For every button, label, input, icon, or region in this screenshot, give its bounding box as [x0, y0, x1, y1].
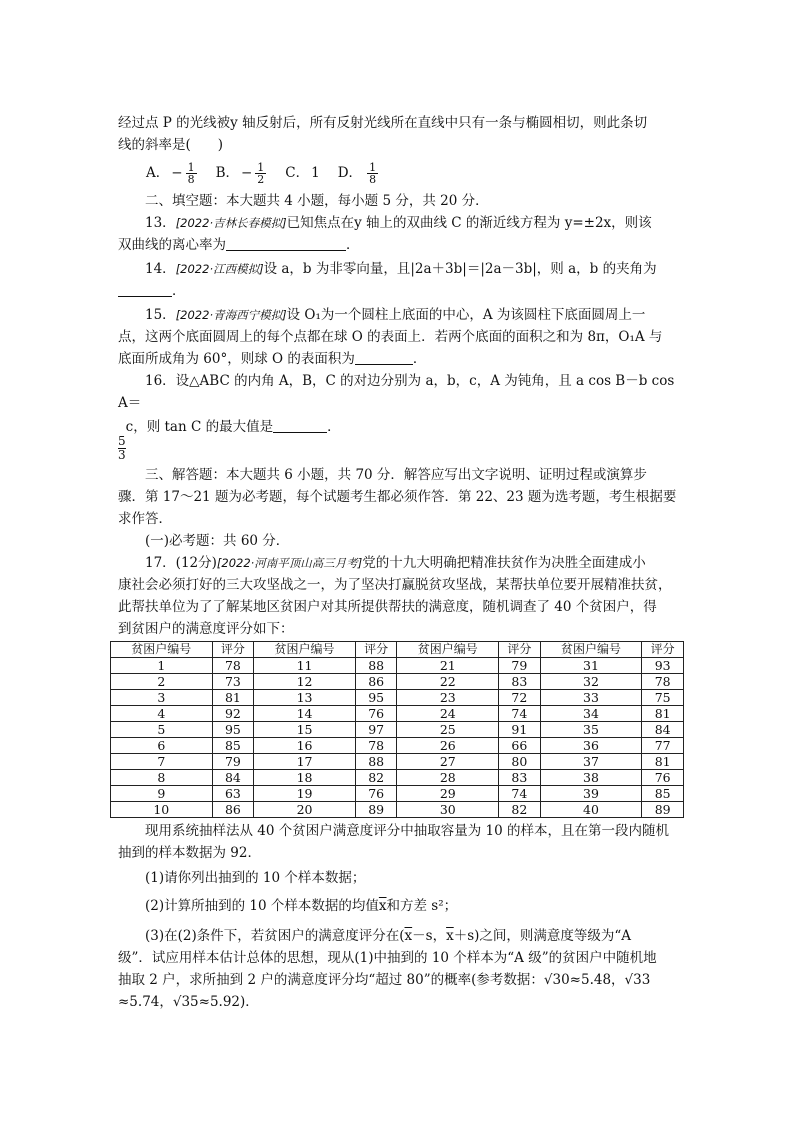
q13-line1	[118, 212, 684, 234]
exam-page	[118, 112, 684, 1013]
score-cell: 86	[212, 802, 254, 818]
q13-line2	[118, 234, 684, 256]
option-fraction	[186, 162, 197, 185]
table-header-cell: 贫困户编号	[111, 642, 213, 658]
q14-end: ．	[172, 283, 186, 299]
q16-text2: c，则 tan C 的最大值是	[125, 419, 274, 435]
option-letter: C．	[285, 165, 310, 181]
score-cell: 85	[642, 786, 684, 802]
score-cell: 86	[355, 674, 397, 690]
score-cell: 72	[499, 690, 541, 706]
table-row	[111, 690, 684, 706]
household-id-cell: 40	[540, 802, 642, 818]
score-cell: 75	[642, 690, 684, 706]
score-cell: 81	[212, 690, 254, 706]
household-id-cell: 21	[397, 658, 499, 674]
score-cell: 85	[212, 738, 254, 754]
q13-source: [2022·吉林长春模拟]	[175, 216, 287, 230]
score-cell: 73	[212, 674, 254, 690]
option-letter: B．	[215, 165, 239, 181]
score-cell: 76	[642, 770, 684, 786]
required-heading: (一)必考题：共 60 分．	[145, 533, 290, 549]
score-cell: 74	[499, 786, 541, 802]
q16-line1: 16．设△ABC 的内角 A，B，C 的对边分别为 a，b，c，A 为钝角，且 a cos B－b cos A＝	[118, 373, 675, 411]
household-id-cell: 38	[540, 770, 642, 786]
q14-number: 14．	[145, 261, 176, 277]
household-id-cell: 4	[111, 706, 213, 722]
score-cell: 97	[355, 722, 397, 738]
household-id-cell: 25	[397, 722, 499, 738]
household-id-cell: 12	[254, 674, 356, 690]
household-id-cell: 1	[111, 658, 213, 674]
table-body	[111, 658, 684, 818]
q12-option-0	[146, 162, 198, 185]
sub3-mean-symbol-2: $\overline{x}$	[446, 928, 454, 944]
table-row	[111, 658, 684, 674]
sub3-mean-symbol-1: $\overline{x}$	[404, 928, 413, 944]
table-header-cell: 贫困户编号	[540, 642, 642, 658]
q17-line3: 此帮扶单位为了了解某地区贫困户对其所提供帮扶的满意度，随机调查了 40 个贫困户，得	[118, 599, 657, 615]
sub2-mean-symbol: $\overline{x}$	[378, 898, 387, 914]
score-cell: 63	[212, 786, 254, 802]
score-cell: 95	[355, 690, 397, 706]
q16-frac-num: 5	[118, 434, 126, 448]
q14-line1	[118, 258, 684, 280]
household-id-cell: 23	[397, 690, 499, 706]
household-id-cell: 3	[111, 690, 213, 706]
q16-fraction	[118, 435, 126, 462]
household-id-cell: 37	[540, 754, 642, 770]
score-cell: 92	[212, 706, 254, 722]
household-id-cell: 15	[254, 722, 356, 738]
score-cell: 82	[355, 770, 397, 786]
q12-option-3	[338, 162, 379, 185]
household-id-cell: 17	[254, 754, 356, 770]
table-row	[111, 802, 684, 818]
table-header-cell: 评分	[499, 642, 541, 658]
option-fraction	[255, 162, 266, 185]
score-cell: 95	[212, 722, 254, 738]
household-id-cell: 27	[397, 754, 499, 770]
household-id-cell: 8	[111, 770, 213, 786]
sub3-text-b: －s，	[412, 928, 447, 944]
score-cell: 78	[355, 738, 397, 754]
section3-line3: 求作答．	[118, 511, 172, 527]
household-id-cell: 5	[111, 722, 213, 738]
q13-answer-blank[interactable]	[226, 236, 346, 251]
fraction-denominator: 8	[187, 172, 195, 186]
household-id-cell: 10	[111, 802, 213, 818]
household-id-cell: 34	[540, 706, 642, 722]
household-id-cell: 6	[111, 738, 213, 754]
table-header-row	[111, 642, 684, 658]
household-id-cell: 20	[254, 802, 356, 818]
household-id-cell: 24	[397, 706, 499, 722]
table-header-cell: 评分	[355, 642, 397, 658]
table-row	[111, 706, 684, 722]
sub2-text-b: 和方差 s²；	[386, 898, 458, 914]
score-cell: 81	[642, 754, 684, 770]
q16-answer-blank[interactable]	[273, 418, 327, 433]
table-row	[111, 786, 684, 802]
table-row	[111, 722, 684, 738]
score-cell: 88	[355, 754, 397, 770]
q14-line2	[118, 280, 684, 302]
option-value: 1	[311, 165, 320, 181]
score-cell: 78	[212, 658, 254, 674]
fraction-denominator: 8	[369, 172, 377, 186]
q17-text1: 党的十九大明确把精准扶贫作为决胜全面建成小	[362, 555, 646, 571]
table-row	[111, 754, 684, 770]
sub2-text-a: (2)计算所抽到的 10 个样本数据的均值	[145, 898, 379, 914]
q14-text1: 设 a，b 为非零向量，且|2a＋3b|＝|2a－3b|，则 a，b 的夹角为	[263, 261, 657, 277]
household-id-cell: 11	[254, 658, 356, 674]
household-id-cell: 35	[540, 722, 642, 738]
household-id-cell: 2	[111, 674, 213, 690]
sampling-line1: 现用系统抽样法从 40 个贫困户满意度评分中抽取容量为 10 的样本，且在第一段内随机	[145, 823, 670, 839]
q14-answer-blank[interactable]	[118, 282, 172, 297]
option-letter: A．	[146, 165, 170, 181]
section3-line1: 三、解答题：本大题共 6 小题，共 70 分．解答应写出文字说明、证明过程或演算步	[145, 467, 647, 483]
q15-line3	[118, 348, 684, 370]
q13-text1: 已知焦点在y 轴上的双曲线 C 的渐近线方程为 y=±2x，则该	[286, 215, 652, 231]
household-id-cell: 31	[540, 658, 642, 674]
household-id-cell: 39	[540, 786, 642, 802]
score-cell: 83	[499, 770, 541, 786]
score-cell: 81	[642, 706, 684, 722]
household-id-cell: 13	[254, 690, 356, 706]
q13-end: ．	[346, 237, 360, 253]
q16-end: ．	[327, 419, 341, 435]
q13-text2: 双曲线的离心率为	[118, 237, 226, 253]
sub-question-3-line3: 抽取 2 户，求所抽到 2 户的满意度评分均“超过 80”的概率(参考数据：√30≈5.48，√33	[118, 972, 651, 988]
q15-text1: 设 O₁为一个圆柱上底面的中心，A 为该圆柱下底面圆周上一	[286, 307, 646, 323]
score-cell: 66	[499, 738, 541, 754]
score-cell: 79	[212, 754, 254, 770]
household-id-cell: 9	[111, 786, 213, 802]
household-id-cell: 19	[254, 786, 356, 802]
score-cell: 93	[642, 658, 684, 674]
score-cell: 84	[212, 770, 254, 786]
sub-question-3-line4: ≈5.74，√35≈5.92)．	[118, 994, 259, 1010]
household-id-cell: 14	[254, 706, 356, 722]
option-fraction	[367, 162, 378, 185]
table-header-cell: 评分	[212, 642, 254, 658]
q17-number: 17．(12分)	[145, 555, 217, 571]
option-letter: D．	[337, 165, 363, 181]
q13-number: 13．	[145, 215, 176, 231]
score-cell: 79	[499, 658, 541, 674]
q15-answer-blank[interactable]	[355, 350, 413, 365]
sub3-text-c: ＋s)之间，则满意度等级为“A	[453, 928, 632, 944]
sub-question-3-line2: 级”．试应用样本估计总体的思想，现从(1)中抽到的 10 个样本为“A 级”的贫困户中随机地	[118, 950, 657, 966]
q12-option-1	[216, 162, 268, 185]
score-cell: 76	[355, 706, 397, 722]
q14-source: [2022·江西模拟]	[175, 262, 264, 276]
household-id-cell: 32	[540, 674, 642, 690]
section2-heading: 二、填空题：本大题共 4 小题，每小题 5 分，共 20 分．	[145, 193, 489, 209]
table-header-cell: 评分	[642, 642, 684, 658]
fraction-numerator: 1	[369, 160, 377, 174]
sub-question-1: (1)请你列出抽到的 10 个样本数据；	[145, 870, 366, 886]
fraction-numerator: 1	[187, 160, 195, 174]
q15-line1	[118, 304, 684, 326]
q15-number: 15．	[145, 307, 176, 323]
sub-question-2	[118, 895, 684, 917]
q12-text-line1: 经过点 P 的光线被y 轴反射后，所有反射光线所在直线中只有一条与椭圆相切，则此条切	[118, 115, 648, 131]
household-id-cell: 7	[111, 754, 213, 770]
household-id-cell: 30	[397, 802, 499, 818]
household-id-cell: 16	[254, 738, 356, 754]
q15-line2: 点，这两个底面圆周上的每个点都在球 O 的表面上．若两个底面的面积之和为 8π，O₁A 与	[118, 329, 663, 345]
fraction-numerator: 1	[257, 160, 265, 174]
section3-line2: 骤．第 17～21 题为必考题，每个试题考生都必须作答．第 22、23 题为选考题，考生根据要	[118, 489, 677, 505]
option-sign: −	[171, 165, 183, 181]
q12-text-line2: 线的斜率是( )	[118, 137, 224, 153]
score-cell: 89	[642, 802, 684, 818]
q12-option-2	[285, 162, 319, 184]
score-cell: 77	[642, 738, 684, 754]
table-row	[111, 738, 684, 754]
household-id-cell: 26	[397, 738, 499, 754]
score-cell: 91	[499, 722, 541, 738]
score-cell: 84	[642, 722, 684, 738]
household-id-cell: 33	[540, 690, 642, 706]
table-row	[111, 674, 684, 690]
q15-source: [2022·青海西宁模拟]	[175, 308, 287, 322]
score-cell: 78	[642, 674, 684, 690]
score-cell: 89	[355, 802, 397, 818]
table-row	[111, 770, 684, 786]
q17-line2: 康社会必须打好的三大攻坚战之一，为了坚决打赢脱贫攻坚战，某帮扶单位要开展精准扶贫，	[118, 577, 672, 593]
score-cell: 82	[499, 802, 541, 818]
q16-frac-den: 3	[118, 448, 126, 462]
household-id-cell: 28	[397, 770, 499, 786]
q15-text3: 底面所成角为 60°，则球 O 的表面积为	[118, 351, 355, 367]
q12-options	[118, 156, 684, 190]
score-table	[110, 641, 684, 818]
score-cell: 88	[355, 658, 397, 674]
score-cell: 74	[499, 706, 541, 722]
sampling-line2: 抽到的样本数据为 92．	[118, 845, 261, 861]
q17-line1	[118, 552, 684, 574]
household-id-cell: 18	[254, 770, 356, 786]
household-id-cell: 22	[397, 674, 499, 690]
q15-end: ．	[412, 351, 427, 367]
table-header-cell: 贫困户编号	[254, 642, 356, 658]
household-id-cell: 36	[540, 738, 642, 754]
sub-question-3-line1	[118, 925, 684, 947]
q17-source: [2022·河南平顶山高三月考]	[216, 556, 363, 570]
score-cell: 80	[499, 754, 541, 770]
score-cell: 83	[499, 674, 541, 690]
option-sign: −	[240, 165, 253, 181]
fraction-denominator: 2	[257, 172, 265, 186]
q17-line4: 到贫困户的满意度评分如下：	[118, 621, 294, 637]
score-cell: 76	[355, 786, 397, 802]
table-header-cell: 贫困户编号	[397, 642, 499, 658]
sub3-text-a: (3)在(2)条件下，若贫困户的满意度评分在(	[145, 928, 405, 944]
q16-line2	[118, 416, 684, 462]
household-id-cell: 29	[397, 786, 499, 802]
